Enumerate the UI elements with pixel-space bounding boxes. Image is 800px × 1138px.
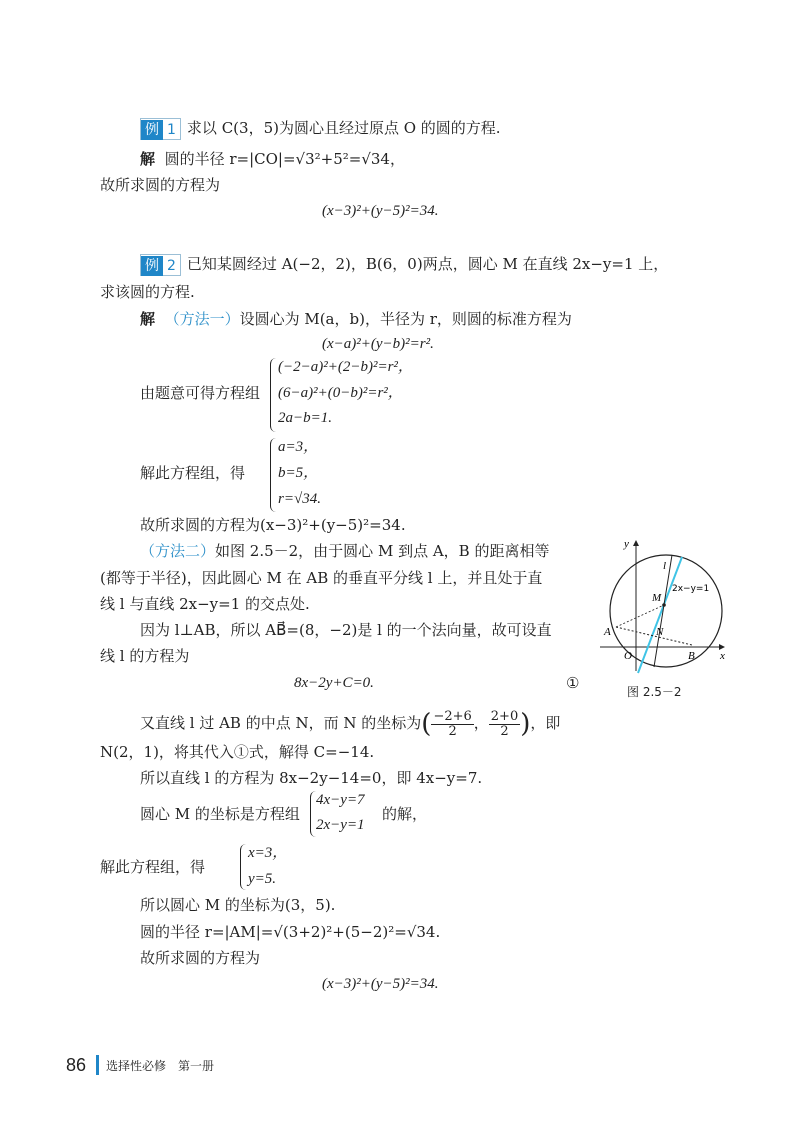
label-o: O xyxy=(624,650,632,662)
method-2-line-3: 线 l 与直线 2x−y=1 的交点处. xyxy=(100,595,310,613)
method-2-text: 如图 2.5－2，由于圆心 M 到点 A，B 的距离相等 xyxy=(215,542,550,560)
method-1-label: （方法一） xyxy=(164,310,240,328)
sys3-eq-1: 4x−y=7 xyxy=(316,792,365,808)
method-2-line-8: 所以直线 l 的方程为 8x−2y−14=0，即 4x−y=7. xyxy=(140,769,483,787)
sys1-eq-1: (−2−a)²+(2−b)²=r²， xyxy=(278,359,413,375)
equation-tag: ① xyxy=(566,674,580,692)
label-n: N xyxy=(656,626,664,638)
label-m: M xyxy=(652,592,662,604)
method-2-line-2: (都等于半径)，因此圆心 M 在 AB 的垂直平分线 l 上，并且处于直 xyxy=(100,569,543,587)
method-2-line-4: 因为 l⊥AB，所以 AB⃗=(8，−2)是 l 的一个法向量，故可设直 xyxy=(140,621,552,639)
method-2-line-1 xyxy=(140,540,549,562)
m1-equation: (x−a)²+(y−b)²=r². xyxy=(322,336,434,352)
page-number: 86 xyxy=(66,1055,87,1075)
solution-label: 解 xyxy=(140,310,156,328)
method-2-line-6: 又直线 l 过 AB 的中点 N，而 N 的坐标为( $\frac{-2+6}{2}$ ， $\frac{2+0}{2}$ )，即 xyxy=(140,708,561,739)
label-line: 2x−y=1 xyxy=(672,584,710,594)
label-l: l xyxy=(663,560,667,572)
fraction-x: $\frac{-2+6}{2}$ xyxy=(433,708,472,739)
sys1-eq-3: 2a−b=1. xyxy=(278,410,332,426)
method-2-label: （方法二） xyxy=(140,542,216,560)
fraction-y: $\frac{2+0}{2}$ xyxy=(490,708,519,739)
example-2-heading xyxy=(140,253,668,276)
ex2-question-2: 求该圆的方程. xyxy=(100,283,195,301)
sys4-eq-2: y=5. xyxy=(248,871,277,887)
m2-equation: 8x−2y+C=0. xyxy=(294,675,374,691)
example-1-heading xyxy=(140,117,501,140)
midpoint-text: 又直线 l 过 AB 的中点 N，而 N 的坐标为 xyxy=(140,714,422,732)
label-a: A xyxy=(604,626,611,638)
example-1-solution xyxy=(140,148,405,170)
method-2-line-5: 线 l 的方程为 xyxy=(100,647,190,665)
figure-circle-diagram xyxy=(596,535,736,675)
label-y: y xyxy=(624,538,629,550)
solution-label: 解 xyxy=(140,150,156,168)
example-2-question: 已知某圆经过 A(−2，2)，B(6，0)两点，圆心 M 在直线 2x−y=1 上， xyxy=(186,255,669,273)
label-x: x xyxy=(720,650,725,662)
line-2x-y-1 xyxy=(638,557,682,673)
ex1-line2: 故所求圆的方程为 xyxy=(100,176,221,194)
m2-final-equation: (x−3)²+(y−5)²=34. xyxy=(322,976,439,992)
sys1-label: 由题意可得方程组 xyxy=(140,384,261,402)
system-brace xyxy=(240,844,247,890)
method-2-line-11: 圆的半径 r=|AM|=√(3+2)²+(5−2)²=√34. xyxy=(140,923,441,941)
ex1-equation: (x−3)²+(y−5)²=34. xyxy=(322,203,439,219)
sys3-suffix: 的解， xyxy=(382,805,428,823)
system-brace xyxy=(270,438,277,512)
method-1-text: 设圆心为 M(a，b)，半径为 r，则圆的标准方程为 xyxy=(239,310,572,328)
sys2-eq-3: r=√34. xyxy=(278,491,321,507)
method-2-line-7: N(2，1)，将其代入①式，解得 C=−14. xyxy=(100,743,375,761)
footer-bar xyxy=(96,1055,99,1075)
ex2-method1-line xyxy=(140,308,572,330)
example-1-question: 求以 C(3，5)为圆心且经过原点 O 的圆的方程. xyxy=(186,119,501,137)
method-2-line-10: 所以圆心 M 的坐标为(3，5). xyxy=(140,896,336,914)
sys4-eq-1: x=3， xyxy=(248,845,288,861)
system-brace xyxy=(270,358,277,432)
radius-line: 圆的半径 r=|CO|=√3²+5²=√34， xyxy=(164,150,405,168)
book-title: 选择性必修 第一册 xyxy=(106,1059,215,1073)
figure-caption: 图 2.5－2 xyxy=(627,685,682,699)
sys2-label: 解此方程组，得 xyxy=(140,464,246,482)
point-m xyxy=(662,603,666,607)
midpoint-suffix: ，即 xyxy=(530,714,561,732)
example-badge: 例 1 xyxy=(140,118,181,140)
sys2-eq-1: a=3， xyxy=(278,439,319,455)
m1-result: 故所求圆的方程为(x−3)²+(y−5)²=34. xyxy=(140,516,406,534)
example-badge: 例 2 xyxy=(140,254,181,276)
label-b: B xyxy=(688,650,695,662)
sys3-eq-2: 2x−y=1 xyxy=(316,817,365,833)
sys1-eq-2: (6−a)²+(0−b)²=r²， xyxy=(278,385,403,401)
sys3-label: 圆心 M 的坐标是方程组 xyxy=(140,805,300,823)
sys2-eq-2: b=5， xyxy=(278,465,319,481)
sys4-label: 解此方程组，得 xyxy=(100,858,206,876)
method-2-line-12: 故所求圆的方程为 xyxy=(140,949,261,967)
